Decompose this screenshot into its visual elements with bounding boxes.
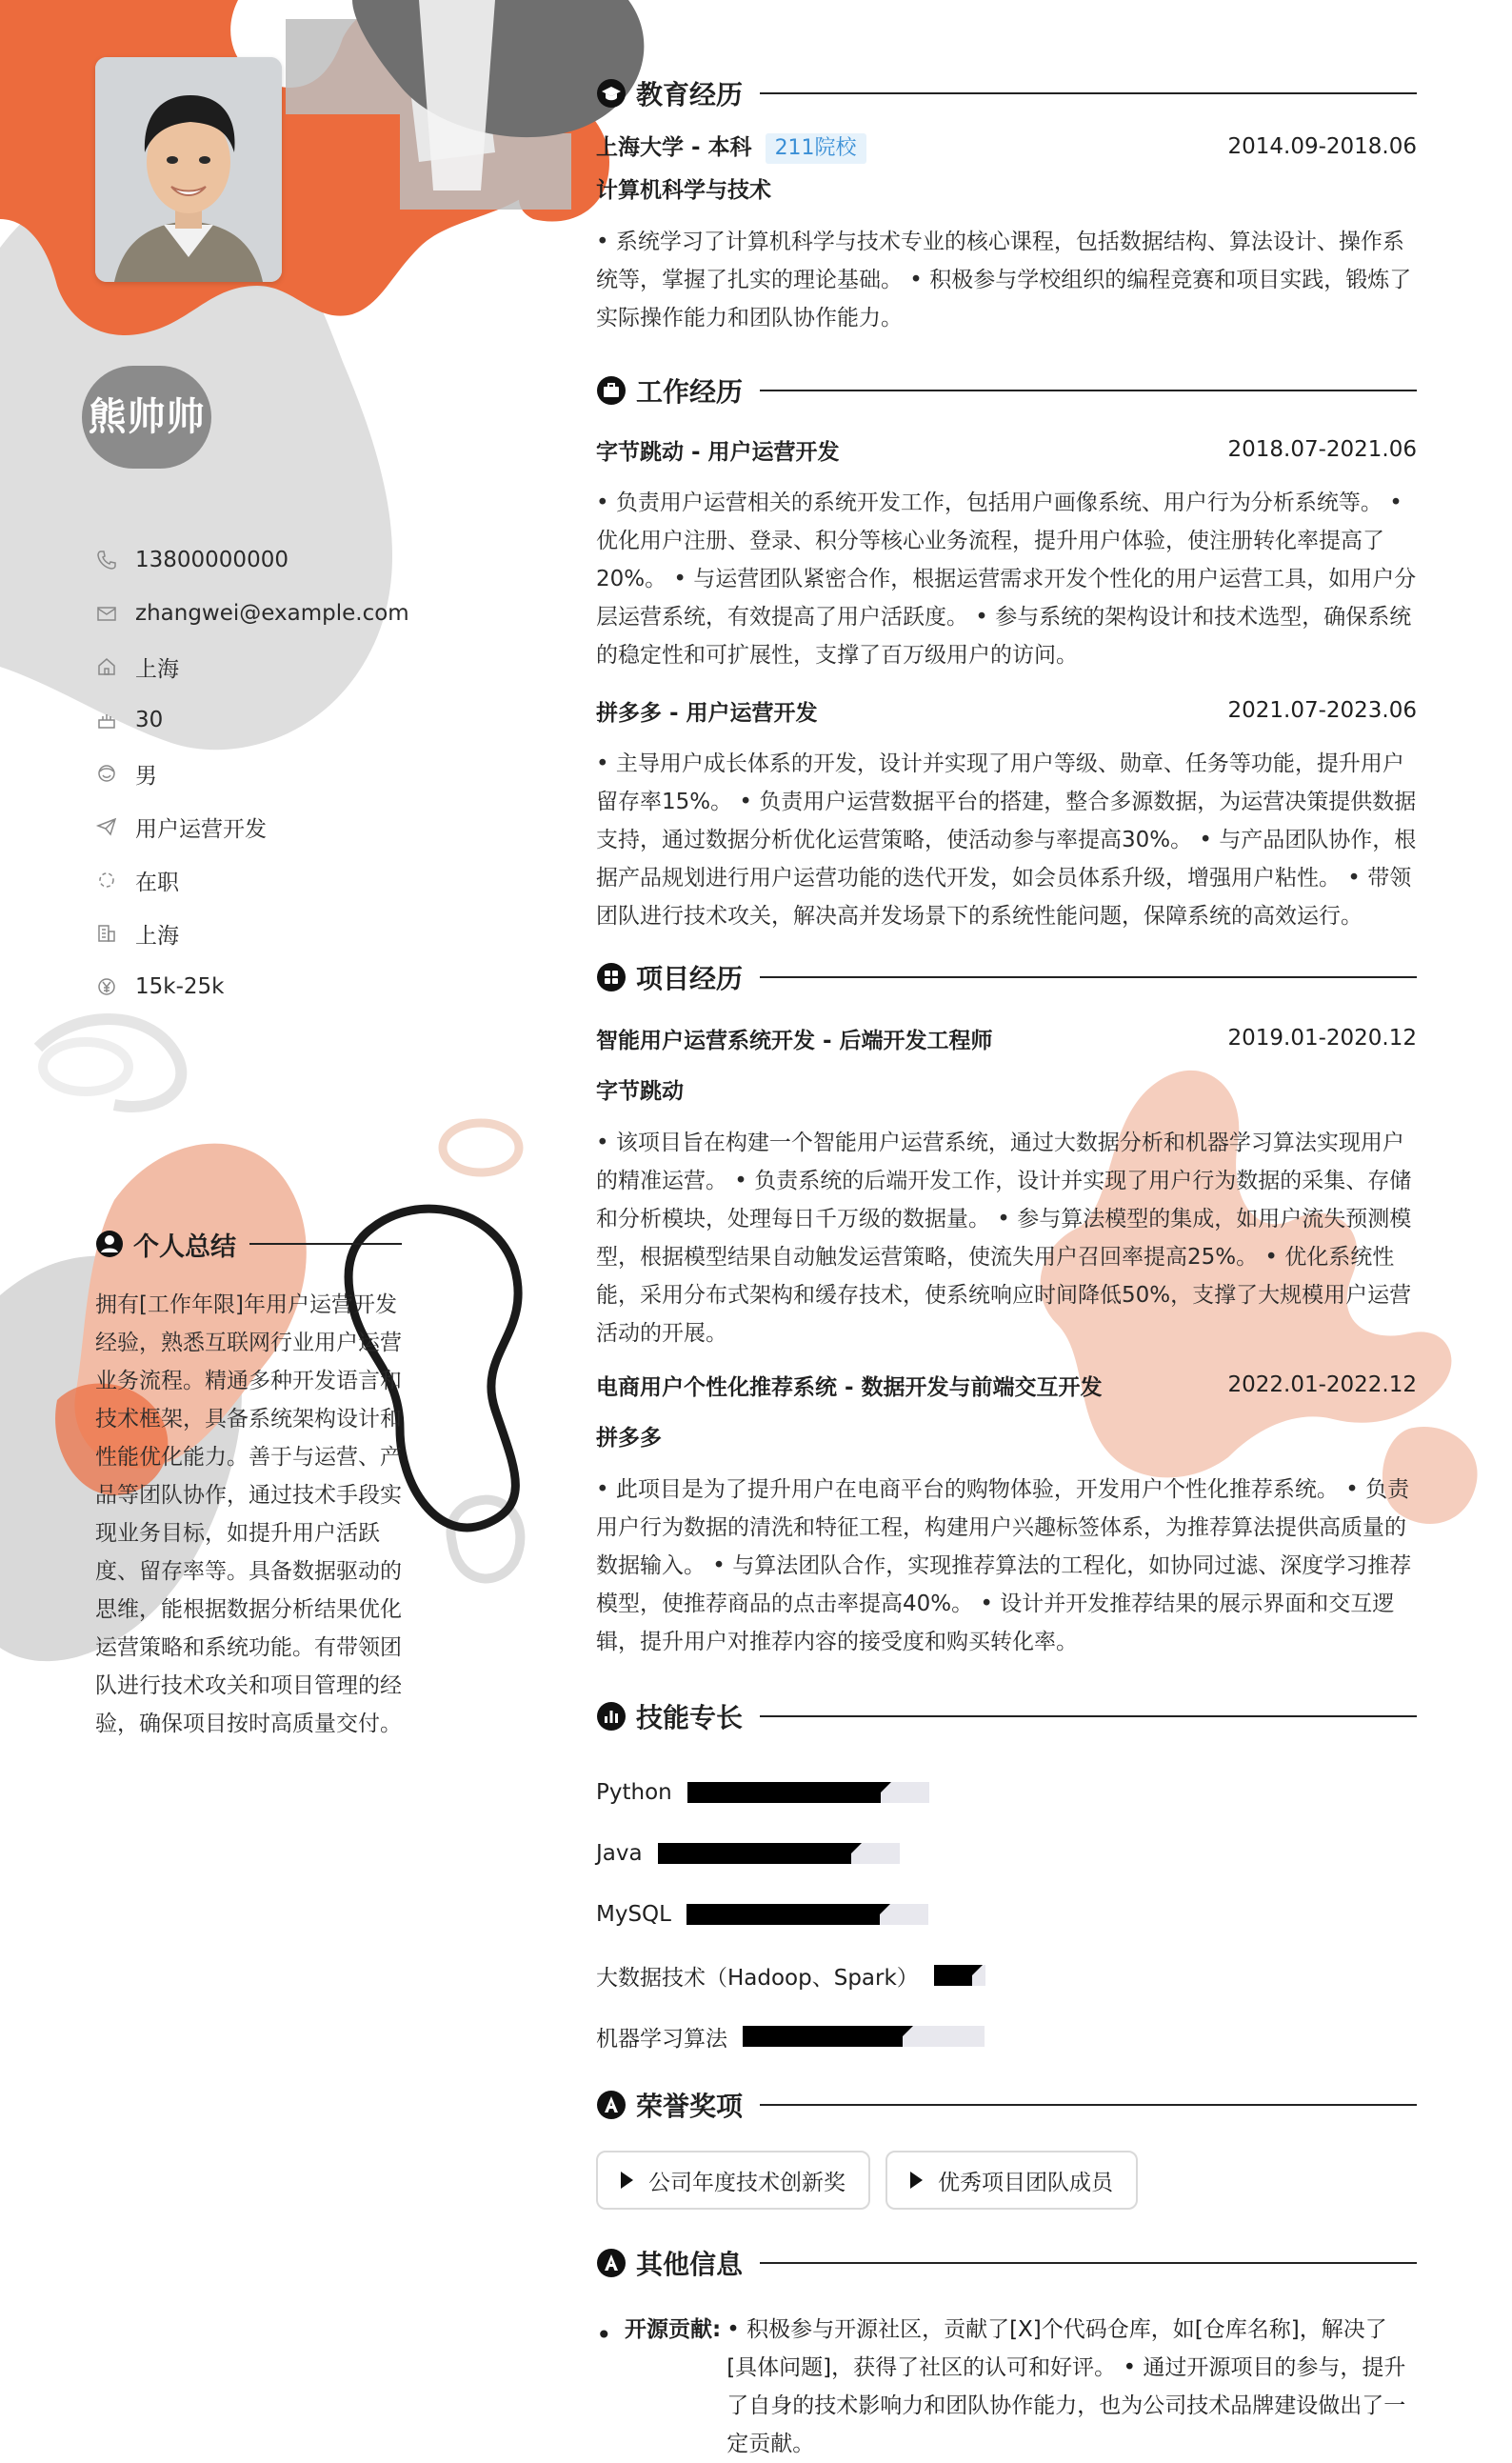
skill-bar (658, 1843, 900, 1864)
building-icon (95, 922, 118, 945)
divider (760, 1715, 1417, 1717)
contact-value: 13800000000 (135, 548, 288, 572)
education-date: 2014.09-2018.06 (1227, 134, 1417, 159)
project-name: 电商用户个性化推荐系统 - 数据开发与前端交互开发 (596, 1374, 1103, 1400)
contact-value: 上海 (135, 923, 179, 949)
honors-title: 荣誉奖项 (636, 2091, 744, 2122)
summary-title: 个人总结 (133, 1232, 236, 1262)
skill-bar (687, 1782, 929, 1803)
contact-value: 用户运营开发 (135, 816, 267, 842)
summary-text: 拥有[工作年限]年用户运营开发经验，熟悉互联网行业用户运营业务流程。精通多种开发语言和技术框架，具备系统架构设计和性能优化能力。善于与运营、产品等团队协作，通过技术手段实现业务目标，如提升用户活跃度、留存率等。具备数据驱动的思维，能根据数据分析结果优化运营策略和系统功能。有带领团队进行技术攻关和项目管理的经验，确保项目按时高质量交付。 (95, 1292, 402, 1736)
profile-name: 熊帅帅 (82, 366, 211, 469)
profile-photo (95, 57, 282, 282)
ring-3 (443, 1123, 519, 1172)
work-row (596, 431, 1417, 469)
cake-icon (95, 709, 118, 731)
project-name: 智能用户运营系统开发 - 后端开发工程师 (596, 1028, 993, 1053)
ring-1 (38, 1019, 181, 1107)
award-icon (596, 2248, 627, 2278)
skill-fill (686, 1904, 880, 1925)
education-row (596, 128, 1417, 166)
skill-item (596, 1945, 1015, 2006)
contact-status (95, 853, 438, 907)
work-company: 拼多多 - 用户运营开发 (596, 700, 818, 726)
skill-name: Java (596, 1841, 643, 1866)
education-desc: • 系统学习了计算机科学与技术专业的核心课程，包括数据结构、算法设计、操作系统等，掌握了扎实的理论基础。 • 积极参与学校组织的编程竞赛和项目实践，锻炼了实际操作能力和团队协作能力。 (596, 230, 1412, 330)
skill-fill (658, 1843, 851, 1864)
contact-city (95, 907, 438, 960)
contact-list (95, 533, 438, 1013)
status-icon (95, 869, 118, 891)
education-header (596, 72, 1417, 114)
divider (760, 92, 1417, 94)
projects-title: 项目经历 (636, 963, 744, 994)
contact-value: 在职 (135, 870, 179, 895)
contact-salary (95, 960, 438, 1013)
skill-item (596, 1823, 1015, 1884)
chart-icon (596, 1701, 627, 1732)
honors-list (596, 2151, 1417, 2210)
contact-value: 15k-25k (135, 974, 225, 999)
send-icon (95, 815, 118, 838)
work-desc: • 主导用户成长体系的开发，设计并实现了用户等级、勋章、任务等功能，提升用户留存率15%。 • 负责用户运营数据平台的搭建，整合多源数据，为运营决策提供数据支持，通过数据分析优化运营策略，使活动参与率提高30%。 • 与产品团队协作，根据产品规划进行用户运营功能的迭代开发，如会员体系升级，增强用户粘性。 • 带领团队进行技术攻关，解决高并发场景下的系统性能问题，保障系统的高效运行。 (596, 751, 1417, 929)
main-content (596, 72, 1417, 2463)
graduation-cap-icon (596, 78, 627, 109)
projects-header (596, 956, 1417, 998)
divider (760, 390, 1417, 391)
skill-name: 大数据技术（Hadoop、Spark） (596, 1965, 919, 1991)
skill-item (596, 2006, 1015, 2067)
other-header (596, 2242, 1417, 2284)
skills-title: 技能专长 (636, 1702, 744, 1733)
school-tag: 211院校 (766, 133, 866, 164)
other-item (596, 2311, 1417, 2463)
project-company: 字节跳动 (596, 1079, 684, 1104)
skill-fill (687, 1782, 881, 1803)
work-date: 2021.07-2023.06 (1227, 698, 1417, 723)
education-title: 教育经历 (636, 79, 744, 110)
summary-header (95, 1225, 409, 1263)
skills-header (596, 1695, 1417, 1737)
skill-bar (743, 2026, 985, 2047)
briefcase-icon (596, 375, 627, 406)
skill-item (596, 1762, 1015, 1823)
divider (249, 1243, 402, 1245)
yen-icon (95, 975, 118, 998)
project-row (596, 1366, 1417, 1404)
play-icon (910, 2172, 923, 2189)
project-date: 2019.01-2020.12 (1227, 1026, 1417, 1051)
play-icon (621, 2172, 633, 2189)
other-text: • 积极参与开源社区，贡献了[X]个代码仓库，如[仓库名称]，解决了[具体问题]，获得了社区的认可和好评。 • 通过开源项目的参与，提升了自身的技术影响力和团队协作能力，也为公司技术品牌建设做出了一定贡献。 (726, 2317, 1406, 2456)
mail-icon (95, 602, 118, 625)
work-company: 字节跳动 - 用户运营开发 (596, 439, 840, 465)
skill-bar (686, 1904, 928, 1925)
divider (760, 976, 1417, 978)
award-icon (596, 2090, 627, 2120)
work-header (596, 370, 1417, 411)
skill-name: Python (596, 1780, 672, 1805)
contact-email (95, 587, 438, 640)
project-date: 2022.01-2022.12 (1227, 1372, 1417, 1397)
divider (760, 2104, 1417, 2106)
phone-icon (95, 549, 118, 571)
ring-2 (43, 1042, 129, 1091)
contact-location (95, 640, 438, 693)
honor-label: 公司年度技术创新奖 (648, 2170, 846, 2195)
contact-phone (95, 533, 438, 587)
contact-gender (95, 747, 438, 800)
work-title: 工作经历 (636, 376, 744, 408)
honor-item (885, 2151, 1138, 2210)
bullet-icon: • (596, 2319, 612, 2351)
skill-bar (934, 1965, 985, 1986)
skill-name: MySQL (596, 1902, 671, 1927)
project-desc: • 此项目是为了提升用户在电商平台的购物体验，开发用户个性化推荐系统。 • 负责用户行为数据的清洗和特征工程，构建用户兴趣标签体系，为推荐算法提供高质量的数据输入。 • 与算法团队合作，实现推荐算法的工程化，如协同过滤、深度学习推荐模型，使推荐商品的点击率提高40%。 • 设计并开发推荐结果的展示界面和交互逻辑，提升用户对推荐内容的接受度和购买转化率。 (596, 1477, 1412, 1654)
other-title: 其他信息 (636, 2249, 744, 2280)
contact-age (95, 693, 438, 747)
project-desc: • 该项目旨在构建一个智能用户运营系统，通过大数据分析和机器学习算法实现用户的精准运营。 • 负责系统的后端开发工作，设计并实现了用户行为数据的采集、存储和分析模块，处理每日千万级的数据量。 • 参与算法模型的集成，如用户流失预测模型，根据模型结果自动触发运营策略，使流失用户召回率提高25%。 • 优化系统性能，采用分布式架构和缓存技术，使系统响应时间降低50%，支撑了大规模用户运营活动的开展。 (596, 1131, 1412, 1346)
work-row (596, 691, 1417, 730)
contact-value: 上海 (135, 656, 179, 682)
contact-value: 男 (135, 763, 157, 789)
skill-fill (743, 2026, 903, 2047)
honors-header (596, 2084, 1417, 2126)
skill-name: 机器学习算法 (596, 2026, 727, 2052)
honor-label: 优秀项目团队成员 (938, 2170, 1113, 2195)
summary-section (95, 1225, 409, 1743)
skill-item (596, 1884, 1015, 1945)
home-icon (95, 655, 118, 678)
grid-icon (596, 962, 627, 992)
work-date: 2018.07-2021.06 (1227, 437, 1417, 462)
honor-item (596, 2151, 870, 2210)
user-icon (95, 1230, 124, 1258)
face-icon (95, 762, 118, 785)
divider (760, 2262, 1417, 2264)
contact-position (95, 800, 438, 853)
contact-value: 30 (135, 708, 164, 732)
contact-value: zhangwei@example.com (135, 601, 409, 626)
education-major: 计算机科学与技术 (596, 178, 771, 203)
skill-fill (934, 1965, 973, 1986)
skills-list (596, 1762, 1417, 2067)
project-company: 拼多多 (596, 1426, 662, 1451)
other-label: 开源贡献: (625, 2317, 722, 2342)
project-row (596, 1019, 1417, 1057)
school-name: 上海大学 - 本科 (596, 135, 752, 160)
work-desc: • 负责用户运营相关的系统开发工作，包括用户画像系统、用户行为分析系统等。 • 优化用户注册、登录、积分等核心业务流程，提升用户体验，使注册转化率提高了20%。 • 与运营团队紧密合作，根据运营需求开发个性化的用户运营工具，如用户分层运营系统，有效提高了用户活跃度。 • 参与系统的架构设计和技术选型，确保系统的稳定性和可扩展性，支撑了百万级用户的访问。 (596, 491, 1417, 668)
